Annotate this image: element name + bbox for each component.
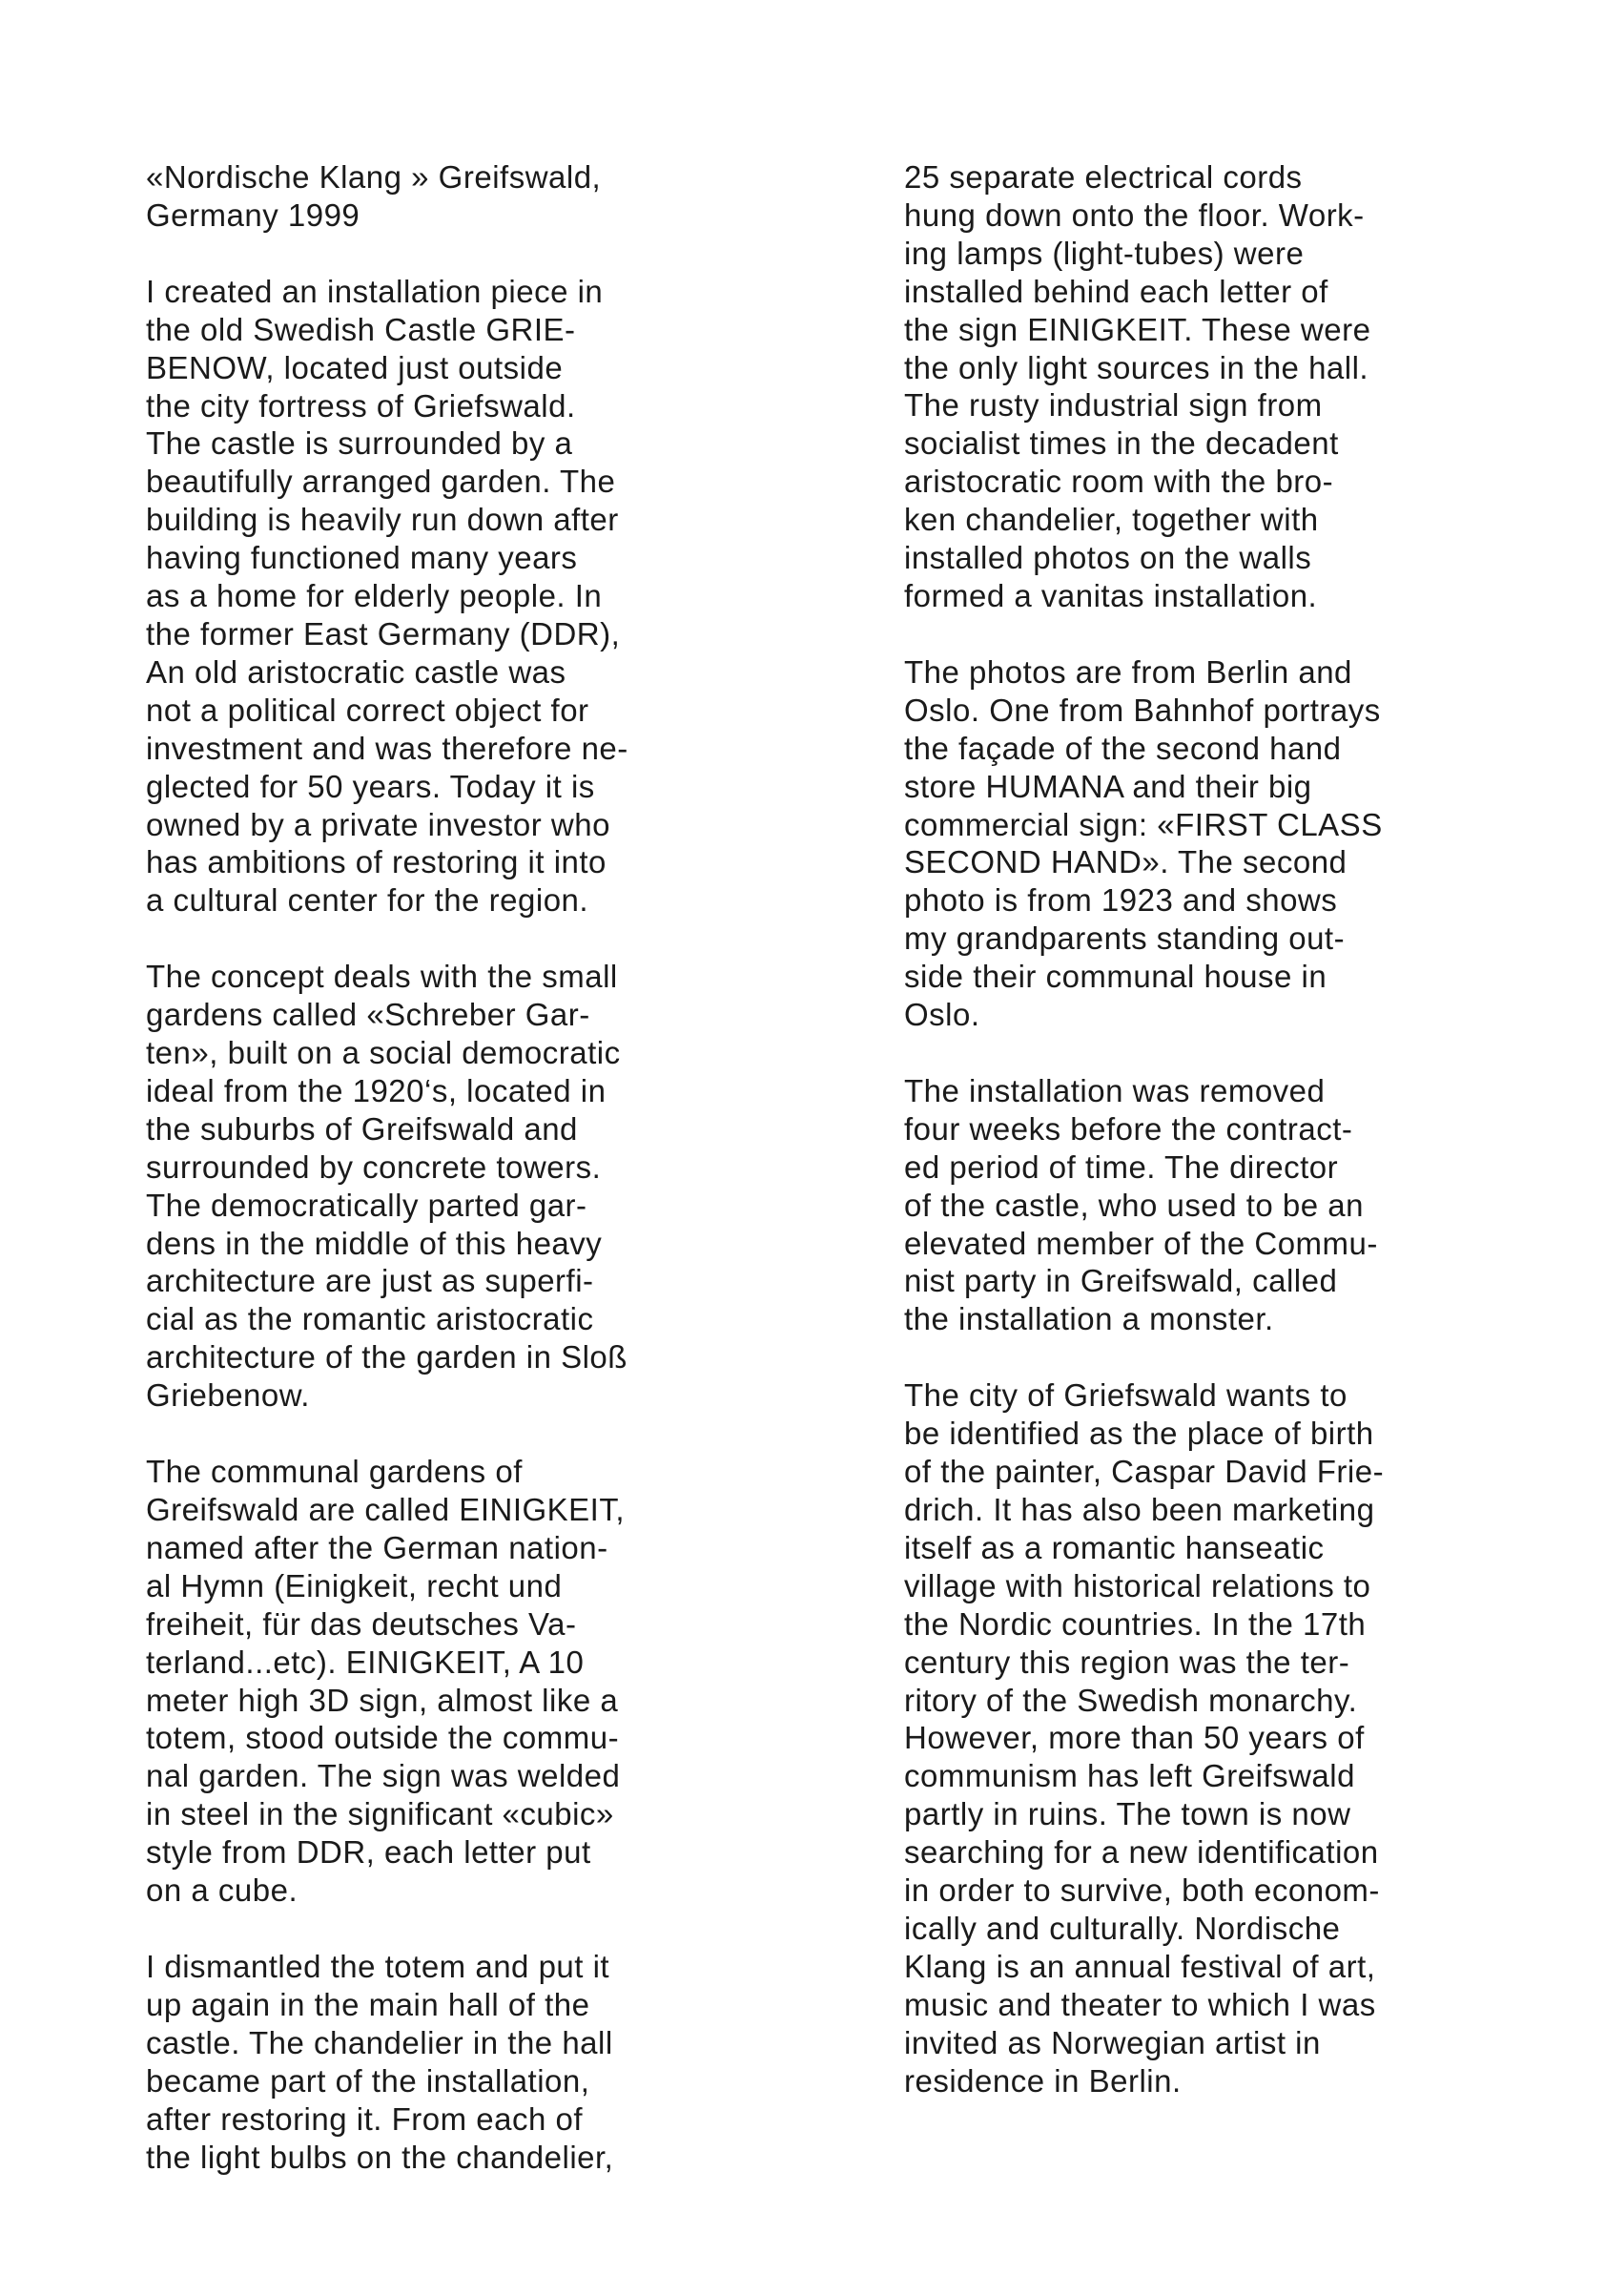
text-line: 25 separate electrical cords [904,159,1303,195]
text-line: the only light sources in the hall. [904,349,1369,385]
paragraph [904,158,1438,615]
text-line: invited as Norwegian artist in [904,2024,1321,2060]
text-line: architecture of the garden in Sloß [146,1339,628,1376]
text-line: terland...etc). EINIGKEIT, A 10 [146,1644,585,1680]
text-line: of the painter, Caspar David Frie- [904,1454,1385,1490]
text-line: aristocratic room with the bro- [904,464,1334,500]
text-line: ing lamps (light-tubes) were [904,235,1305,271]
text-line: the light bulbs on the chandelier, [146,2139,614,2175]
text-line: a cultural center for the region. [146,882,589,919]
text-line: glected for 50 years. Today it is [146,768,595,804]
text-line: store HUMANA and their big [904,768,1312,804]
text-line: after restoring it. From each of [146,2100,584,2137]
text-line: my grandparents standing out- [904,920,1346,957]
paragraph [146,1453,680,1910]
paragraph [904,1072,1438,1338]
text-line: village with historical relations to [904,1567,1371,1603]
text-line: named after the German nation- [146,1529,608,1565]
text-line: nist party in Greifswald, called [904,1263,1338,1299]
text-line: nal garden. The sign was welded [146,1758,621,1794]
text-line: has ambitions of restoring it into [146,844,607,880]
text-line: commercial sign: «FIRST CLASS [904,806,1383,842]
text-line: itself as a romantic hanseatic [904,1529,1325,1565]
text-line: dens in the middle of this heavy [146,1225,603,1261]
text-line: I created an installation piece in [146,273,604,309]
text-line: the Nordic countries. In the 17th [904,1605,1367,1642]
text-line: architecture are just as superfi- [146,1263,594,1299]
text-line: installed photos on the walls [904,540,1312,576]
text-line: meter high 3D sign, almost like a [146,1682,619,1718]
paragraph [904,653,1438,1034]
paragraph [146,273,680,920]
text-line: al Hymn (Einigkeit, recht und [146,1567,563,1603]
text-line: on a cube. [146,1872,298,1909]
text-line: in steel in the significant «cubic» [146,1796,614,1832]
text-line: building is heavily run down after [146,502,619,538]
text-line: Oslo. One from Bahnhof portrays [904,692,1381,728]
right-text-column [904,158,1438,2139]
text-line: four weeks before the contract- [904,1110,1353,1147]
text-line: owned by a private investor who [146,806,610,842]
text-line: The castle is surrounded by a [146,425,573,462]
text-line: ically and culturally. Nordische [904,1910,1341,1946]
text-line: side their communal house in [904,959,1327,995]
text-line: However, more than 50 years of [904,1720,1365,1756]
text-line: communism has left Greifswald [904,1758,1355,1794]
text-line: surrounded by concrete towers. [146,1148,602,1185]
text-line: elevated member of the Commu- [904,1225,1378,1261]
text-line: of the castle, who used to be an [904,1187,1364,1223]
paragraph [904,1376,1438,2099]
text-line: in order to survive, both econom- [904,1872,1380,1909]
text-line: became part of the installation, [146,2062,590,2099]
text-line: the sign EINIGKEIT. These were [904,311,1371,347]
text-line: the façade of the second hand [904,730,1342,766]
paragraph [146,158,680,235]
text-line: not a political correct object for [146,692,589,728]
text-line: residence in Berlin. [904,2062,1182,2099]
text-line: The photos are from Berlin and [904,653,1352,690]
text-line: the former East Germany (DDR), [146,615,621,652]
text-line: socialist times in the decadent [904,425,1339,462]
text-line: century this region was the ter- [904,1644,1350,1680]
text-line: I dismantled the totem and put it [146,1948,610,1984]
text-line: BENOW, located just outside [146,349,564,385]
text-line: installed behind each letter of [904,273,1328,309]
text-line: ideal from the 1920‘s, located in [146,1072,607,1108]
text-line: Klang is an annual festival of art, [904,1948,1376,1984]
text-line: gardens called «Schreber Gar- [146,997,590,1033]
text-line: the old Swedish Castle GRIE- [146,311,576,347]
text-line: as a home for elderly people. In [146,578,603,614]
text-line: freiheit, für das deutsches Va- [146,1605,577,1642]
text-line: ed period of time. The director [904,1148,1339,1185]
text-line: drich. It has also been marketing [904,1492,1375,1527]
text-line: The communal gardens of [146,1454,523,1490]
text-line: Griebenow. [146,1377,310,1414]
text-line: Oslo. [904,997,980,1033]
text-line: The city of Griefswald wants to [904,1377,1348,1414]
left-text-column [146,158,680,2214]
text-line: ten», built on a social democratic [146,1035,621,1071]
text-line: The rusty industrial sign from [904,387,1323,424]
text-line: totem, stood outside the commu- [146,1720,620,1756]
text-line: SECOND HAND». The second [904,844,1348,880]
text-line: An old aristocratic castle was [146,653,566,690]
text-line: ritory of the Swedish monarchy. [904,1682,1358,1718]
text-line: photo is from 1923 and shows [904,882,1338,919]
text-line: having functioned many years [146,540,578,576]
text-line: music and theater to which I was [904,1986,1376,2022]
text-line: be identified as the place of birth [904,1416,1374,1452]
text-line: The concept deals with the small [146,959,618,995]
text-line: The installation was removed [904,1072,1326,1108]
text-line: castle. The chandelier in the hall [146,2024,613,2060]
text-line: Germany 1999 [146,197,360,233]
text-line: the city fortress of Griefswald. [146,387,576,424]
text-line: hung down onto the floor. Work- [904,197,1365,233]
paragraph [146,958,680,1415]
text-line: the installation a monster. [904,1301,1274,1337]
text-line: The democratically parted gar- [146,1187,587,1223]
text-line: cial as the romantic aristocratic [146,1301,594,1337]
text-line: partly in ruins. The town is now [904,1796,1351,1832]
text-line: «Nordische Klang » Greifswald, [146,159,602,195]
text-line: searching for a new identification [904,1834,1379,1871]
paragraph [146,1948,680,2176]
text-line: beautifully arranged garden. The [146,464,616,500]
text-line: up again in the main hall of the [146,1986,590,2022]
text-line: formed a vanitas installation. [904,577,1318,613]
text-line: the suburbs of Greifswald and [146,1110,578,1147]
text-line: ken chandelier, together with [904,502,1319,538]
text-line: investment and was therefore ne- [146,730,628,766]
text-line: Greifswald are called EINIGKEIT, [146,1492,626,1527]
text-line: style from DDR, each letter put [146,1834,591,1871]
